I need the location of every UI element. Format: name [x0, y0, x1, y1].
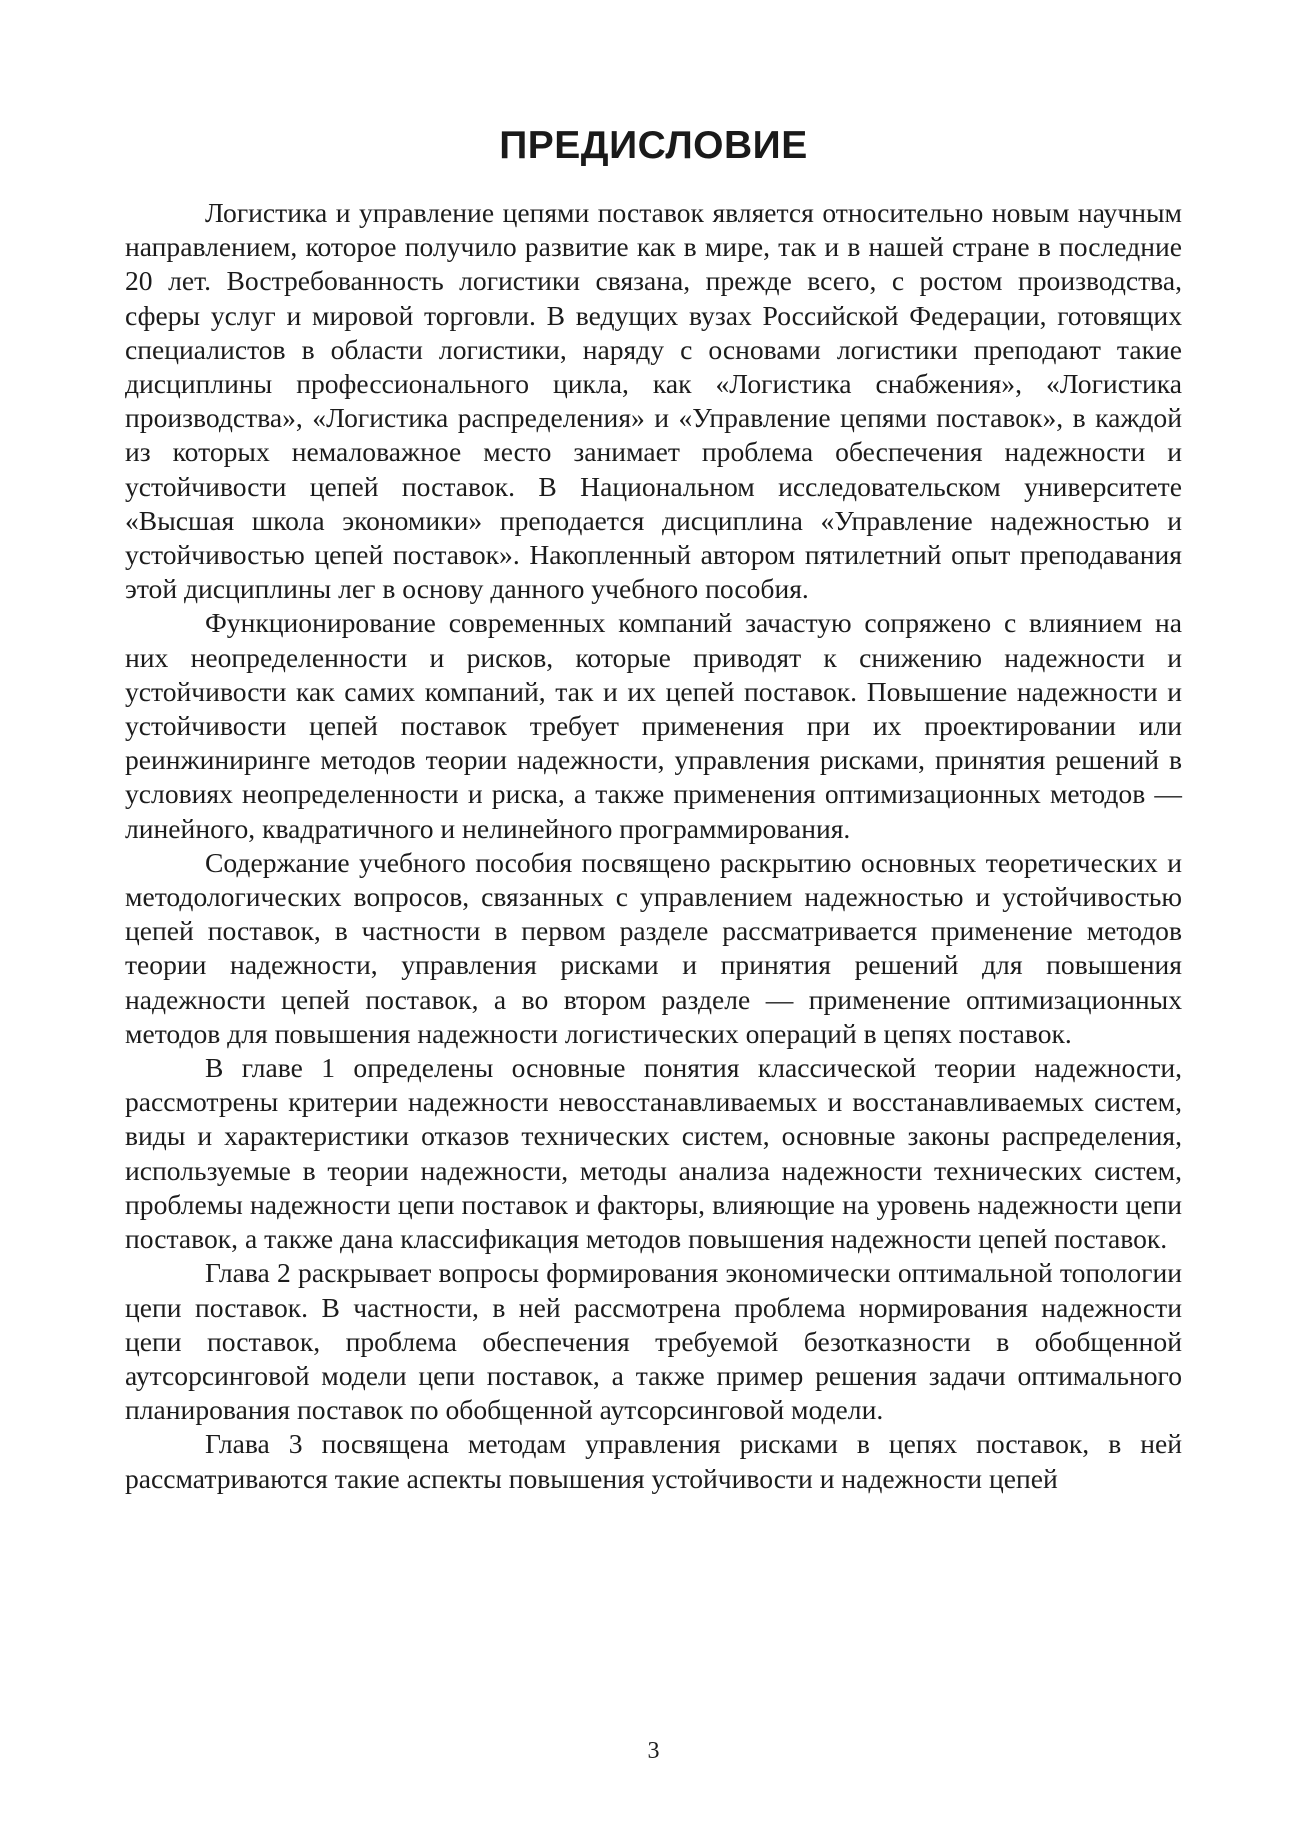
paragraph-3: Содержание учебного пособия посвящено раскрытию основных теоретических и методологических вопросов, связанных с управлением надежностью и устойчивостью цепей поставок, в частности в первом разделе рассматривается применение методов теории надежности, управления рисками и принятия решений для повышения надежности цепей поставок, а во втором разделе — применение оптимизационных методов для повышения надежности логистических операций в цепях поставок.	[125, 846, 1182, 1049]
body-text	[125, 196, 1182, 1496]
paragraph-2: Функционирование современных компаний зачастую сопряжено с влиянием на них неопределенности и рисков, которые приводят к снижению надежности и устойчивости как самих компаний, так и их цепей поставок. Повышение надежности и устойчивости цепей поставок требует применения при их проектировании или реинжиниринге методов теории надежности, управления рисками, принятия решений в условиях неопределенности и риска, а также применения оптимизационных методов — линейного, квадратичного и нелинейного программирования.	[125, 607, 1182, 844]
paragraph-1: Логистика и управление цепями поставок является относительно новым научным направлением, которое получило развитие как в мире, так и в нашей стране в последние 20 лет. Востребованность логистики связана, прежде всего, с ростом производства, сферы услуг и мировой торговли. В ведущих вузах Российской Федерации, готовящих специалистов в области логистики, наряду с основами логистики преподают такие дисциплины профессионального цикла, как «Логистика снабжения», «Логистика производства», «Логистика распределения» и «Управление цепями поставок», в каждой из которых немаловажное место занимает проблема обеспечения надежности и устойчивости цепей поставок. В Национальном исследовательском университете «Высшая школа экономики» преподается дисциплина «Управление надежностью и устойчивостью цепей поставок». Накопленный автором пятилетний опыт преподавания этой дисциплины лег в основу данного учебного пособия.	[125, 197, 1182, 605]
page-heading: ПРЕДИСЛОВИЕ	[499, 124, 808, 167]
paragraph-6: Глава 3 посвящена методам управления рисками в цепях поставок, в ней рассматриваются такие аспекты повышения устойчивости и надежности цепей	[125, 1428, 1182, 1494]
paragraph-4: В главе 1 определены основные понятия классической теории надежности, рассмотрены критерии надежности невосстанавливаемых и восстанавливаемых систем, виды и характеристики отказов технических систем, основные законы распределения, используемые в теории надежности, методы анализа надежности технических систем, проблемы надежности цепи поставок и факторы, влияющие на уровень надежности цепи поставок, а также дана классификация методов повышения надежности цепей поставок.	[125, 1052, 1182, 1255]
paragraph-5: Глава 2 раскрывает вопросы формирования экономически оптимальной топологии цепи поставок. В частности, в ней рассмотрена проблема нормирования надежности цепи поставок, проблема обеспечения требуемой безотказности в обобщенной аутсорсинговой модели цепи поставок, а также пример решения задачи оптимального планирования поставок по обобщенной аутсорсинговой модели.	[125, 1257, 1182, 1426]
page-number: 3	[647, 1738, 660, 1764]
